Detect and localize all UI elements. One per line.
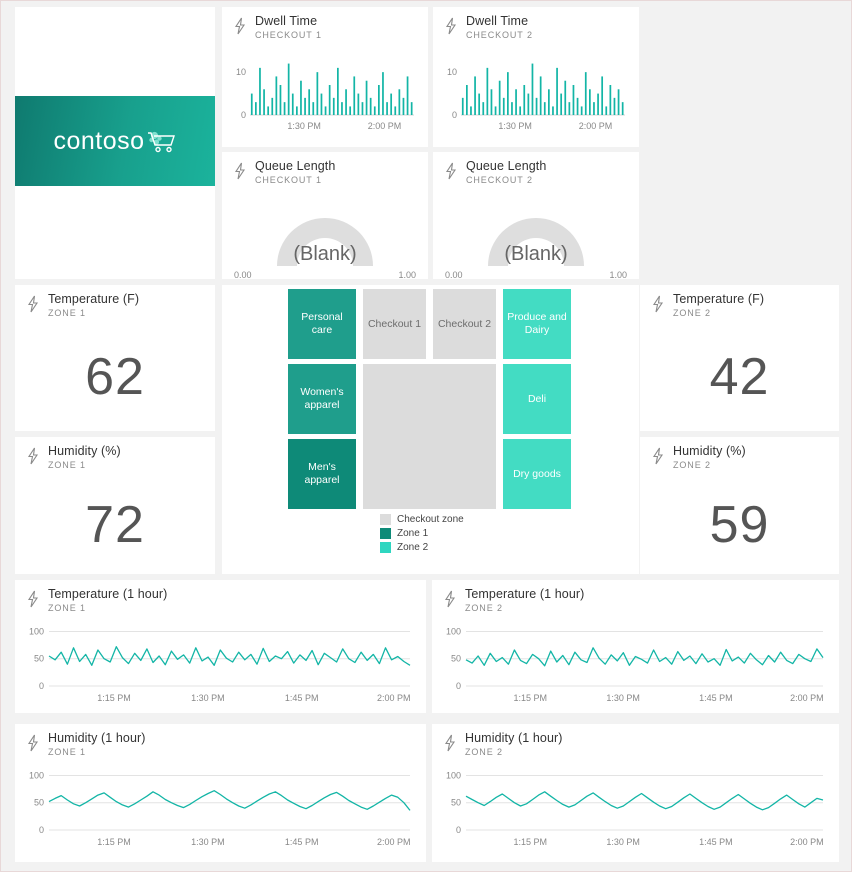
svg-text:0: 0 (38, 824, 44, 835)
kpi-value: 59 (709, 495, 770, 554)
kpi-value: 72 (85, 495, 145, 554)
svg-text:100: 100 (28, 626, 44, 637)
gauge-max-label: 1.00 (398, 269, 416, 280)
svg-text:1:45 PM: 1:45 PM (284, 836, 319, 847)
bolt-icon (25, 734, 41, 752)
tile-title: Temperature (1 hour) (48, 587, 168, 601)
tile-header (15, 724, 426, 758)
svg-text:2:00 PM: 2:00 PM (376, 836, 411, 847)
bolt-icon (442, 734, 458, 752)
tile-header (433, 7, 639, 41)
tile-queue-length-checkout-1[interactable] (222, 152, 428, 279)
tile-temperature-zone-1[interactable] (15, 285, 215, 431)
tile-subtitle: ZONE 1 (48, 308, 86, 319)
svg-text:10: 10 (446, 66, 457, 77)
dwell-bar-chart-2 (433, 51, 639, 144)
tile-header (15, 580, 426, 614)
tile-subtitle: ZONE 2 (465, 603, 503, 614)
bolt-icon (25, 447, 41, 465)
tile-subtitle: CHECKOUT 2 (466, 175, 533, 186)
tile-humidity-zone-1[interactable] (15, 437, 215, 574)
svg-text:0: 0 (38, 680, 44, 691)
bolt-icon (650, 295, 666, 313)
kpi-value: 42 (709, 347, 770, 406)
svg-text:1:30 PM: 1:30 PM (606, 692, 640, 703)
tile-subtitle: CHECKOUT 2 (466, 30, 533, 41)
kpi-value: 62 (85, 347, 145, 406)
tile-header (433, 152, 639, 186)
svg-text:1:30 PM: 1:30 PM (287, 120, 321, 131)
tile-title: Dwell Time (255, 14, 318, 28)
map-zone-checkout-2[interactable]: Checkout 2 (433, 289, 496, 359)
store-map-grid (222, 285, 639, 510)
svg-text:1:30 PM: 1:30 PM (606, 836, 640, 847)
tile-dwell-time-checkout-2[interactable] (433, 7, 639, 147)
svg-text:1:45 PM: 1:45 PM (699, 836, 733, 847)
tile-dwell-time-checkout-1[interactable] (222, 7, 428, 147)
brand-logo-banner (15, 96, 215, 186)
tile-title: Humidity (1 hour) (465, 731, 563, 745)
tile-header (640, 285, 839, 319)
bolt-icon (443, 17, 459, 35)
line-chart-humidity-zone-2 (432, 764, 839, 859)
tile-brand-logo[interactable] (15, 7, 215, 279)
tile-title: Humidity (%) (673, 444, 746, 458)
tile-title: Dwell Time (466, 14, 529, 28)
bolt-icon (442, 590, 458, 608)
bolt-icon (443, 162, 459, 180)
svg-text:10: 10 (235, 66, 246, 77)
legend-swatch-icon (380, 542, 391, 553)
bolt-icon (232, 162, 248, 180)
tile-subtitle: ZONE 1 (48, 747, 86, 758)
svg-text:1:45 PM: 1:45 PM (699, 692, 733, 703)
gauge-min-label: 0.00 (445, 269, 463, 280)
legend-item[interactable] (380, 514, 464, 525)
gauge-max-label: 1.00 (609, 269, 627, 280)
queue-gauge-1 (222, 192, 428, 288)
tile-title: Humidity (1 hour) (48, 731, 146, 745)
svg-text:2:00 PM: 2:00 PM (578, 120, 613, 131)
svg-text:1:15 PM: 1:15 PM (513, 836, 548, 847)
svg-text:1:30 PM: 1:30 PM (498, 120, 532, 131)
gauge-value: (Blank) (293, 242, 357, 265)
map-zone-checkout-1[interactable]: Checkout 1 (363, 289, 426, 359)
map-zone-floor[interactable] (363, 364, 496, 509)
tile-humidity-1hour-zone-2[interactable] (432, 724, 839, 862)
legend-swatch-icon (380, 528, 391, 539)
map-zone-women-s-apparel[interactable]: Women's apparel (288, 364, 356, 434)
tile-subtitle: CHECKOUT 1 (255, 30, 322, 41)
bolt-icon (25, 295, 41, 313)
store-map-legend (380, 514, 639, 556)
svg-text:1:15 PM: 1:15 PM (97, 692, 131, 703)
tile-title: Humidity (%) (48, 444, 121, 458)
bolt-icon (650, 447, 666, 465)
tile-temperature-1hour-zone-1[interactable] (15, 580, 426, 713)
brand-name: contoso (53, 126, 145, 155)
gauge-value: (Blank) (504, 242, 568, 265)
map-zone-produce-and-dairy[interactable]: Produce and Dairy (503, 289, 571, 359)
legend-swatch-icon (380, 514, 391, 525)
svg-text:0: 0 (455, 824, 461, 835)
svg-text:100: 100 (445, 770, 461, 781)
line-chart-temperature-zone-1 (15, 620, 426, 715)
tile-subtitle: ZONE 2 (465, 747, 503, 758)
line-chart-humidity-zone-1 (15, 764, 426, 859)
svg-text:2:00 PM: 2:00 PM (790, 836, 824, 847)
svg-text:50: 50 (33, 653, 44, 664)
bolt-icon (25, 590, 41, 608)
tile-subtitle: ZONE 2 (673, 308, 711, 319)
tile-store-zone-map[interactable] (222, 285, 639, 574)
tile-subtitle: CHECKOUT 1 (255, 175, 322, 186)
line-chart-temperature-zone-2 (432, 620, 839, 715)
svg-text:0: 0 (451, 109, 457, 120)
tile-header (15, 437, 215, 471)
tile-subtitle: ZONE 1 (48, 460, 86, 471)
svg-text:50: 50 (33, 797, 44, 808)
legend-label: Zone 1 (397, 528, 429, 539)
svg-text:2:00 PM: 2:00 PM (790, 692, 824, 703)
tile-humidity-1hour-zone-1[interactable] (15, 724, 426, 862)
legend-label: Zone 2 (397, 542, 429, 553)
tile-header (222, 7, 428, 41)
tile-title: Temperature (F) (48, 292, 140, 306)
svg-text:1:30 PM: 1:30 PM (191, 836, 225, 847)
svg-text:1:45 PM: 1:45 PM (284, 692, 319, 703)
svg-text:1:15 PM: 1:15 PM (513, 692, 548, 703)
tile-title: Queue Length (466, 159, 547, 173)
queue-gauge-2 (433, 192, 639, 288)
tile-header (222, 152, 428, 186)
svg-text:2:00 PM: 2:00 PM (367, 120, 402, 131)
tile-subtitle: ZONE 1 (48, 603, 86, 614)
gauge-min-label: 0.00 (234, 269, 252, 280)
tile-queue-length-checkout-2[interactable] (433, 152, 639, 279)
tile-title: Temperature (F) (673, 292, 765, 306)
tile-subtitle: ZONE 2 (673, 460, 711, 471)
svg-text:0: 0 (240, 109, 246, 120)
tile-header (432, 724, 839, 758)
legend-item[interactable] (380, 528, 428, 539)
svg-text:1:15 PM: 1:15 PM (97, 836, 131, 847)
bolt-icon (232, 17, 248, 35)
tile-temperature-1hour-zone-2[interactable] (432, 580, 839, 713)
legend-label: Checkout zone (397, 514, 464, 525)
map-zone-dry-goods[interactable]: Dry goods (503, 439, 571, 509)
map-zone-personal-care[interactable]: Personal care (288, 289, 356, 359)
tile-title: Queue Length (255, 159, 336, 173)
svg-text:50: 50 (450, 653, 461, 664)
tile-title: Temperature (1 hour) (465, 587, 585, 601)
map-zone-deli[interactable]: Deli (503, 364, 571, 434)
tile-humidity-zone-2[interactable] (640, 437, 839, 574)
svg-text:1:30 PM: 1:30 PM (191, 692, 225, 703)
tile-header (640, 437, 839, 471)
map-zone-men-s-apparel[interactable]: Men's apparel (288, 439, 356, 509)
svg-text:100: 100 (28, 770, 44, 781)
shopping-cart-icon (147, 131, 177, 158)
svg-text:2:00 PM: 2:00 PM (376, 692, 411, 703)
tile-temperature-zone-2[interactable] (640, 285, 839, 431)
svg-text:0: 0 (455, 680, 461, 691)
tile-header (15, 285, 215, 319)
legend-item[interactable] (380, 542, 428, 553)
dwell-bar-chart-1 (222, 51, 428, 144)
svg-text:100: 100 (445, 626, 461, 637)
svg-text:50: 50 (450, 797, 461, 808)
tile-header (432, 580, 839, 614)
